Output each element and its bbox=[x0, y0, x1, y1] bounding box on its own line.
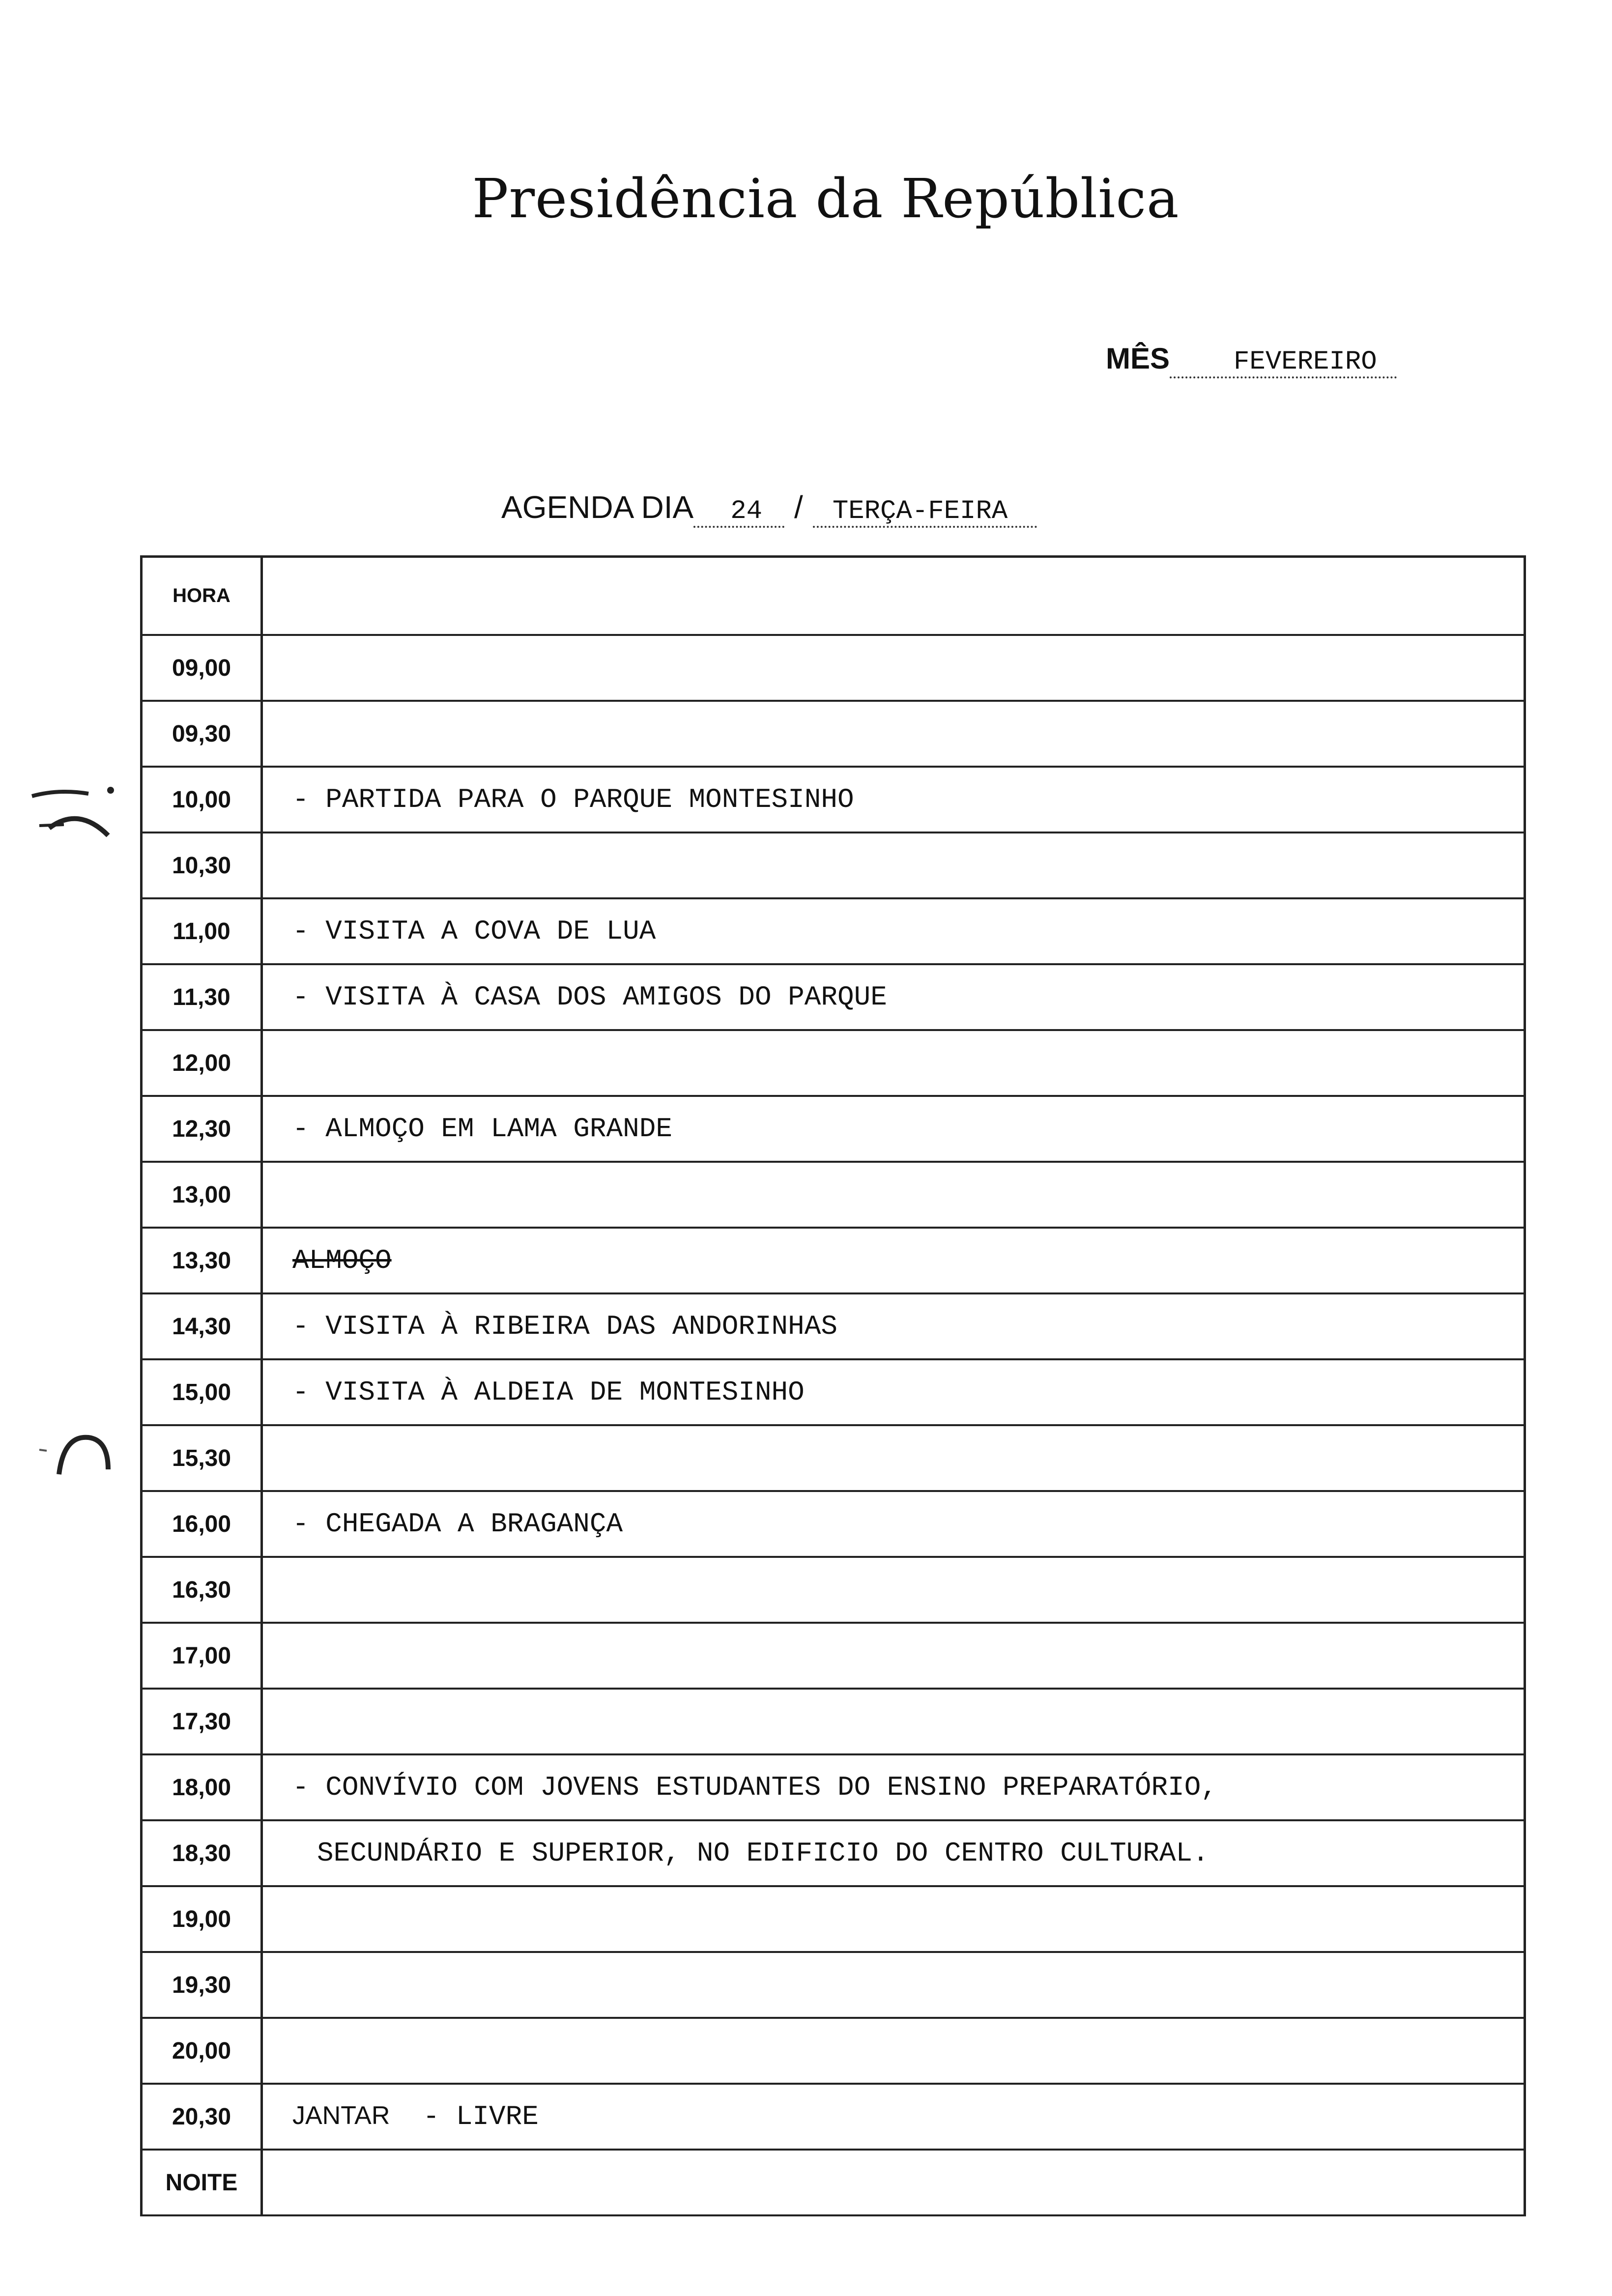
entry-cell bbox=[262, 701, 1525, 767]
entry-cell: - VISITA À ALDEIA DE MONTESINHO bbox=[262, 1359, 1525, 1425]
entry-cell bbox=[262, 1228, 1525, 1293]
time-cell: 09,30 bbox=[142, 701, 262, 767]
time-cell: 14,30 bbox=[142, 1293, 262, 1359]
time-cell: 19,00 bbox=[142, 1886, 262, 1952]
entry-cell bbox=[262, 1030, 1525, 1096]
entry-cell: - ALMOÇO EM LAMA GRANDE bbox=[262, 1096, 1525, 1162]
entry-cell bbox=[262, 1952, 1525, 2018]
handwritten-mark-icon bbox=[34, 1415, 118, 1484]
dinner-label: JANTAR bbox=[292, 2101, 390, 2130]
entry-cell bbox=[262, 1689, 1525, 1754]
table-row bbox=[142, 1820, 1525, 1886]
entry-header bbox=[262, 557, 1525, 635]
time-cell: 12,30 bbox=[142, 1096, 262, 1162]
agenda-day-field bbox=[501, 489, 1037, 528]
entry-cell bbox=[262, 1425, 1525, 1491]
entry-cell: - VISITA À RIBEIRA DAS ANDORINHAS bbox=[262, 1293, 1525, 1359]
table-row bbox=[142, 1030, 1525, 1096]
agenda-separator: / bbox=[794, 489, 803, 525]
table-row bbox=[142, 1952, 1525, 2018]
table-row bbox=[142, 767, 1525, 832]
entry-cell: SECUNDÁRIO E SUPERIOR, NO EDIFICIO DO CENTRO CULTURAL. bbox=[262, 1820, 1525, 1886]
agenda-label: AGENDA DIA bbox=[501, 489, 694, 525]
table-row bbox=[142, 1425, 1525, 1491]
entry-cell bbox=[262, 635, 1525, 701]
table-row bbox=[142, 1557, 1525, 1623]
entry-cell bbox=[262, 1623, 1525, 1689]
entry-cell: - PARTIDA PARA O PARQUE MONTESINHO bbox=[262, 767, 1525, 832]
month-value: FEVEREIRO bbox=[1170, 348, 1397, 378]
time-cell: 19,30 bbox=[142, 1952, 262, 2018]
handwritten-mark-icon bbox=[29, 776, 118, 855]
time-cell: 12,00 bbox=[142, 1030, 262, 1096]
entry-cell bbox=[262, 2018, 1525, 2084]
time-cell: 17,00 bbox=[142, 1623, 262, 1689]
table-row bbox=[142, 898, 1525, 964]
time-cell: 17,30 bbox=[142, 1689, 262, 1754]
table-header-row bbox=[142, 557, 1525, 635]
time-cell: 11,30 bbox=[142, 964, 262, 1030]
table-row bbox=[142, 1689, 1525, 1754]
table-row bbox=[142, 701, 1525, 767]
time-cell: 15,00 bbox=[142, 1359, 262, 1425]
time-cell: 20,30 bbox=[142, 2084, 262, 2150]
time-cell: 20,00 bbox=[142, 2018, 262, 2084]
table-row bbox=[142, 2150, 1525, 2215]
time-cell: 18,30 bbox=[142, 1820, 262, 1886]
table-row bbox=[142, 635, 1525, 701]
page-title: Presidência da República bbox=[472, 167, 1180, 230]
table-row bbox=[142, 1491, 1525, 1557]
table-row bbox=[142, 2018, 1525, 2084]
entry-cell bbox=[262, 832, 1525, 898]
time-cell: 11,00 bbox=[142, 898, 262, 964]
struck-entry: ALMOÇO bbox=[292, 1245, 392, 1276]
table-row bbox=[142, 1359, 1525, 1425]
time-cell: 16,30 bbox=[142, 1557, 262, 1623]
entry-cell: - CONVÍVIO COM JOVENS ESTUDANTES DO ENSINO PREPARATÓRIO, bbox=[262, 1754, 1525, 1820]
table-row bbox=[142, 964, 1525, 1030]
entry-cell: JANTAR - LIVRE bbox=[262, 2084, 1525, 2150]
entry-cell bbox=[262, 1557, 1525, 1623]
table-row bbox=[142, 1754, 1525, 1820]
agenda-weekday-value: TERÇA-FEIRA bbox=[813, 498, 1037, 528]
time-cell: 10,00 bbox=[142, 767, 262, 832]
entry-cell: - VISITA A COVA DE LUA bbox=[262, 898, 1525, 964]
table-row bbox=[142, 2084, 1525, 2150]
table-row bbox=[142, 1096, 1525, 1162]
agenda-table bbox=[140, 555, 1526, 2216]
time-cell: 10,30 bbox=[142, 832, 262, 898]
hora-header: HORA bbox=[142, 557, 262, 635]
agenda-day-value: 24 bbox=[693, 498, 784, 528]
entry-cell: - CHEGADA A BRAGANÇA bbox=[262, 1491, 1525, 1557]
entry-cell bbox=[262, 1162, 1525, 1228]
time-cell: 15,30 bbox=[142, 1425, 262, 1491]
table-row bbox=[142, 1623, 1525, 1689]
entry-cell bbox=[262, 2150, 1525, 2215]
time-cell: NOITE bbox=[142, 2150, 262, 2215]
table-row bbox=[142, 1228, 1525, 1293]
time-cell: 09,00 bbox=[142, 635, 262, 701]
time-cell: 13,00 bbox=[142, 1162, 262, 1228]
table-row bbox=[142, 1886, 1525, 1952]
month-label: MÊS bbox=[1106, 342, 1170, 375]
table-row bbox=[142, 1293, 1525, 1359]
table-row bbox=[142, 1162, 1525, 1228]
time-cell: 16,00 bbox=[142, 1491, 262, 1557]
entry-cell: - VISITA À CASA DOS AMIGOS DO PARQUE bbox=[262, 964, 1525, 1030]
table-row bbox=[142, 832, 1525, 898]
time-cell: 13,30 bbox=[142, 1228, 262, 1293]
time-cell: 18,00 bbox=[142, 1754, 262, 1820]
month-field bbox=[1106, 342, 1397, 378]
entry-cell bbox=[262, 1886, 1525, 1952]
